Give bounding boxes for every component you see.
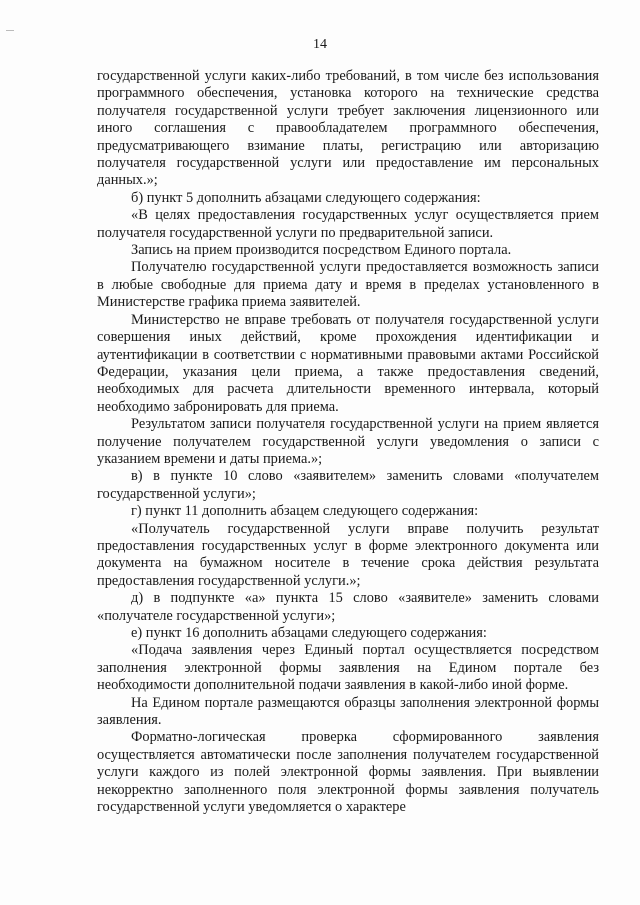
scan-artifact-mark [6,30,14,31]
paragraph-4: Запись на прием производится посредством Единого портала. [131,242,512,259]
paragraph-3: «В целях предоставления государственных услуг осуществляется прием получателя государственной услуги по предварительной записи. [97,207,599,241]
paragraph-9: г) пункт 11 дополнить абзацем следующего содержания: [131,503,479,520]
paragraph-13: «Подача заявления через Единый портал осуществляется посредством заполнения электронной формы заявления на Едином портале без необходимости дополнительной подачи заявления в какой-либо иной форме. [97,642,599,694]
document-body [97,68,599,816]
paragraph-10: «Получатель государственной услуги вправе получить результат предоставления государственных услуг в форме электронного документа или документа на бумажном носителе в течение срока действия результата предоставления государственной услуги.»; [97,520,599,589]
paragraph-5: Получателю государственной услуги предоставляется возможность записи в любые свободные для приема дату и время в пределах установленного в Министерстве графика приема заявителей. [97,259,599,311]
page-number: 14 [313,37,327,52]
paragraph-1: государственной услуги каких-либо требований, в том числе без использования программного обеспечения, установка которого на технические средства получателя государственной услуги требует заключения лицензионного или иного соглашения с правообладателем программного обеспечения, предусматривающего взимание платы, регистрацию или авторизацию получателя государственной услуги или предоставление им персональных данных.»; [97,68,599,189]
paragraph-8: в) в пункте 10 слово «заявителем» заменить словами «получателем государственной услуги»; [97,468,599,502]
paragraph-11: д) в подпункте «а» пункта 15 слово «заявителе» заменить словами «получателе государственной услуги»; [97,590,599,624]
paragraph-6: Министерство не вправе требовать от получателя государственной услуги совершения иных действий, кроме прохождения идентификации и аутентификации в соответствии с нормативными правовыми актами Российской Федерации, указания цели приема, а также предоставления сведений, необходимых для расчета длительности временного интервала, который необходимо забронировать для приема. [97,311,599,415]
paragraph-7: Результатом записи получателя государственной услуги на прием является получение получателем государственной услуги уведомления о записи с указанием времени и даты приема.»; [97,416,599,467]
paragraph-2: б) пункт 5 дополнить абзацами следующего содержания: [131,189,481,206]
paragraph-15: Форматно-логическая проверка сформированного заявления осуществляется автоматически после заполнения получателем государственной услуги каждого из полей электронной формы заявления. При выявлении некорректно заполненного поля электронной формы заявления получатель государственной услуги уведомляется о характере [97,729,599,816]
paragraph-14: На Едином портале размещаются образцы заполнения электронной формы заявления. [97,694,599,729]
paragraph-12: е) пункт 16 дополнить абзацами следующего содержания: [131,625,487,641]
